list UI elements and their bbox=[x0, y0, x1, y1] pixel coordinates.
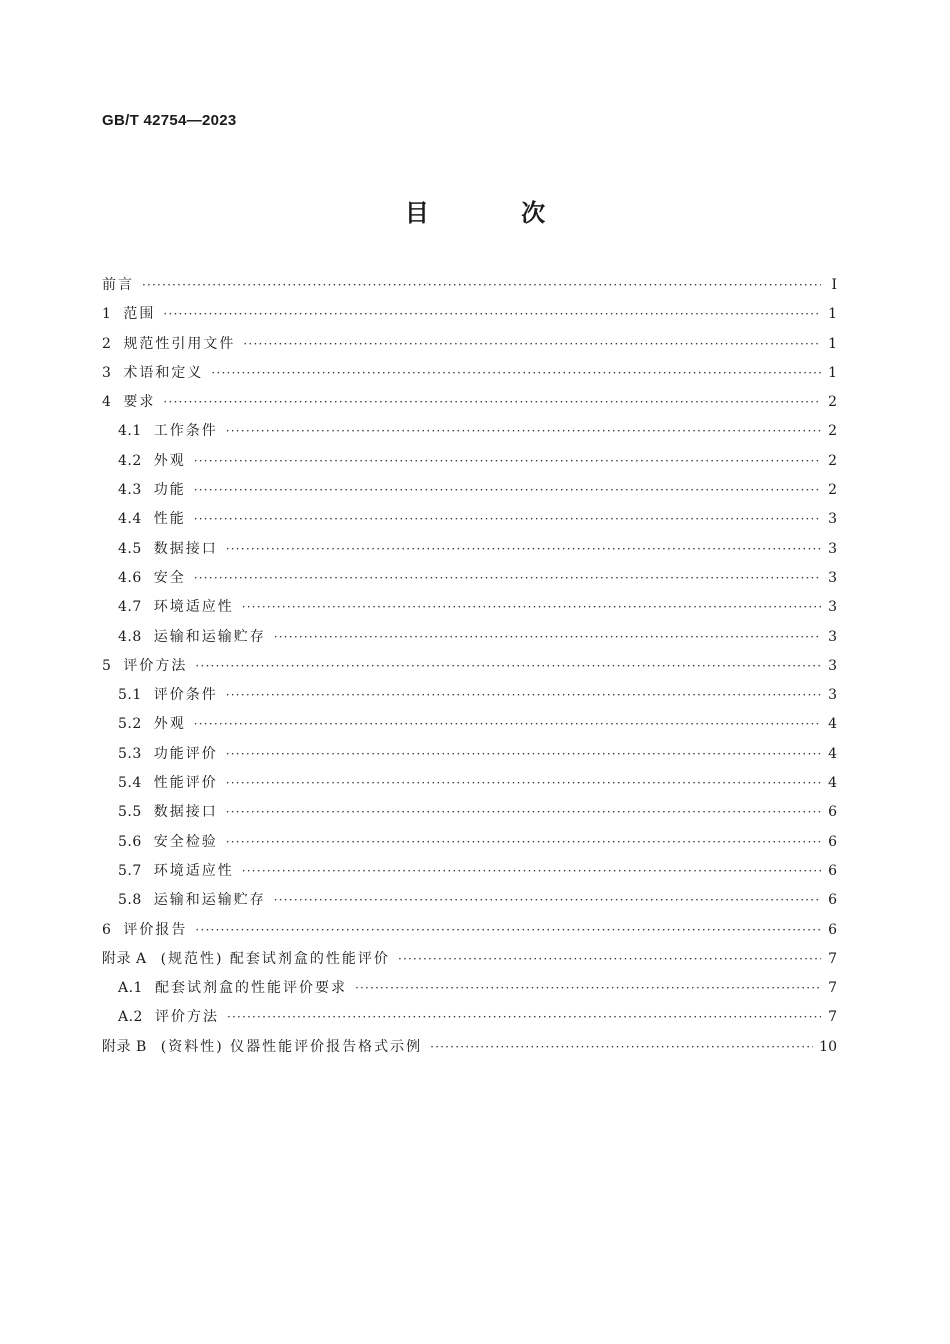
toc-entry[interactable] bbox=[102, 1033, 837, 1062]
toc-entry-page: 10 bbox=[819, 1038, 837, 1055]
toc-entry-number: 1 bbox=[102, 306, 112, 323]
toc-entry-page: 4 bbox=[828, 716, 837, 733]
toc-entry[interactable] bbox=[102, 945, 837, 974]
toc-leader-dots bbox=[194, 564, 821, 593]
toc-entry-page: 2 bbox=[828, 394, 837, 411]
toc-entry[interactable] bbox=[102, 359, 837, 388]
toc-leader-dots bbox=[195, 652, 821, 681]
toc-entry[interactable] bbox=[102, 623, 837, 652]
toc-entry[interactable] bbox=[102, 857, 837, 886]
toc-entry[interactable] bbox=[102, 564, 837, 593]
toc-entry-title: 外观 bbox=[153, 452, 186, 469]
toc-entry-number: 5.5 bbox=[118, 804, 142, 821]
toc-entry-number: 附录 B bbox=[102, 1038, 147, 1055]
toc-leader-dots bbox=[430, 1033, 813, 1062]
toc-entry-number: 5.4 bbox=[118, 775, 142, 792]
toc-leader-dots bbox=[226, 681, 821, 710]
toc-entry[interactable] bbox=[102, 447, 837, 476]
toc-entry-page: 3 bbox=[828, 569, 837, 586]
toc-entry-number: 4.7 bbox=[118, 599, 142, 616]
toc-entry-page: Ⅰ bbox=[831, 277, 837, 293]
toc-entry-title: 功能 bbox=[153, 482, 186, 499]
toc-leader-dots bbox=[227, 1003, 821, 1032]
toc-leader-dots bbox=[194, 476, 821, 505]
toc-entry-page: 7 bbox=[828, 1009, 837, 1026]
toc-entry-number: 4.8 bbox=[118, 628, 142, 645]
toc-entry-title: 安全检验 bbox=[153, 833, 218, 850]
toc-entry-title: 规范性引用文件 bbox=[123, 335, 236, 352]
toc-entry-number: 5.2 bbox=[118, 716, 142, 733]
toc-entry-title: 评价方法 bbox=[154, 1009, 219, 1026]
toc-entry-title: 术语和定义 bbox=[123, 364, 204, 381]
toc-entry-number: 附录 A bbox=[102, 950, 147, 967]
toc-entry-page: 3 bbox=[828, 540, 837, 557]
toc-leader-dots bbox=[242, 857, 821, 886]
toc-entry-number: A.1 bbox=[118, 980, 143, 997]
toc-entry-number: 5 bbox=[102, 657, 112, 674]
toc-entry[interactable] bbox=[102, 710, 837, 739]
toc-entry-title: 评价条件 bbox=[153, 687, 218, 704]
toc-leader-dots bbox=[142, 271, 821, 300]
toc-entry-page: 4 bbox=[828, 745, 837, 762]
toc-entry[interactable] bbox=[102, 535, 837, 564]
toc-entry[interactable] bbox=[102, 974, 837, 1003]
toc-entry-title: 安全 bbox=[153, 569, 186, 586]
toc-entry-title: 运输和运输贮存 bbox=[153, 892, 266, 909]
toc-entry[interactable] bbox=[102, 388, 837, 417]
toc-entry-number: 4.2 bbox=[118, 452, 142, 469]
toc-entry[interactable] bbox=[102, 330, 837, 359]
toc-entry-title: 运输和运输贮存 bbox=[153, 628, 266, 645]
toc-entry[interactable] bbox=[102, 681, 837, 710]
toc-entry[interactable] bbox=[102, 505, 837, 534]
standard-code: GB/T 42754—2023 bbox=[102, 112, 237, 129]
toc-entry-page: 3 bbox=[828, 599, 837, 616]
toc-entry-page: 6 bbox=[828, 862, 837, 879]
toc-leader-dots bbox=[163, 300, 821, 329]
toc-leader-dots bbox=[194, 447, 821, 476]
toc-entry-number: 5.8 bbox=[118, 892, 142, 909]
toc-entry-page: 4 bbox=[828, 775, 837, 792]
toc-leader-dots bbox=[355, 974, 821, 1003]
toc-entry-title: 范围 bbox=[123, 306, 156, 323]
toc-leader-dots bbox=[195, 916, 821, 945]
toc-entry[interactable] bbox=[102, 593, 837, 622]
toc-entry-number: 4.5 bbox=[118, 540, 142, 557]
toc-entry-title: 外观 bbox=[153, 716, 186, 733]
toc-entry-page: 3 bbox=[828, 628, 837, 645]
toc-entry[interactable] bbox=[102, 916, 837, 945]
toc-leader-dots bbox=[226, 417, 821, 446]
toc-entry-page: 3 bbox=[828, 511, 837, 528]
toc-entry-page: 3 bbox=[828, 687, 837, 704]
toc-entry-page: 2 bbox=[828, 423, 837, 440]
toc-entry-number: 5.3 bbox=[118, 745, 142, 762]
toc-leader-dots bbox=[194, 710, 821, 739]
toc-leader-dots bbox=[398, 945, 821, 974]
toc-leader-dots bbox=[226, 535, 821, 564]
toc-leader-dots bbox=[226, 828, 821, 857]
table-of-contents bbox=[102, 271, 837, 1062]
toc-entry-page: 2 bbox=[828, 452, 837, 469]
toc-entry-title: 工作条件 bbox=[153, 423, 218, 440]
toc-entry-page: 6 bbox=[828, 833, 837, 850]
toc-entry-page: 1 bbox=[828, 364, 837, 381]
toc-entry-title: 环境适应性 bbox=[153, 599, 234, 616]
toc-entry-title: 配套试剂盒的性能评价要求 bbox=[154, 980, 347, 997]
toc-entry[interactable] bbox=[102, 1003, 837, 1032]
toc-entry-title: 评价报告 bbox=[123, 921, 188, 938]
toc-leader-dots bbox=[226, 769, 821, 798]
toc-entry-number: 2 bbox=[102, 335, 112, 352]
toc-entry-number: 5.7 bbox=[118, 862, 142, 879]
toc-leader-dots bbox=[226, 740, 821, 769]
toc-entry[interactable] bbox=[102, 652, 837, 681]
toc-leader-dots bbox=[242, 593, 821, 622]
toc-entry[interactable] bbox=[102, 828, 837, 857]
toc-leader-dots bbox=[226, 798, 821, 827]
toc-leader-dots bbox=[274, 886, 821, 915]
toc-leader-dots bbox=[211, 359, 821, 388]
toc-entry-number: 6 bbox=[102, 921, 112, 938]
toc-entry[interactable] bbox=[102, 476, 837, 505]
toc-entry[interactable] bbox=[102, 886, 837, 915]
toc-entry[interactable] bbox=[102, 798, 837, 827]
toc-entry-page: 7 bbox=[828, 980, 837, 997]
toc-entry[interactable] bbox=[102, 271, 837, 300]
toc-entry-page: 6 bbox=[828, 892, 837, 909]
toc-entry-number: 4.3 bbox=[118, 482, 142, 499]
toc-entry-title: 前言 bbox=[102, 277, 134, 293]
toc-entry[interactable] bbox=[102, 300, 837, 329]
toc-entry[interactable] bbox=[102, 769, 837, 798]
toc-leader-dots bbox=[194, 505, 821, 534]
toc-entry-title: 数据接口 bbox=[153, 540, 218, 557]
toc-entry-title: (资料性) 仪器性能评价报告格式示例 bbox=[160, 1038, 423, 1055]
toc-entry-number: 4.6 bbox=[118, 569, 142, 586]
toc-entry-page: 2 bbox=[828, 482, 837, 499]
toc-entry[interactable] bbox=[102, 417, 837, 446]
toc-entry-number: 5.6 bbox=[118, 833, 142, 850]
toc-entry-title: 评价方法 bbox=[123, 657, 188, 674]
toc-leader-dots bbox=[243, 330, 821, 359]
toc-entry-title: 要求 bbox=[123, 394, 156, 411]
toc-entry-page: 7 bbox=[828, 950, 837, 967]
toc-entry-number: 3 bbox=[102, 364, 112, 381]
toc-entry-page: 1 bbox=[828, 306, 837, 323]
toc-entry-number: 5.1 bbox=[118, 687, 142, 704]
toc-entry-number: 4.1 bbox=[118, 423, 142, 440]
toc-entry-title: (规范性) 配套试剂盒的性能评价 bbox=[160, 950, 390, 967]
toc-entry-number: A.2 bbox=[118, 1009, 143, 1026]
toc-entry-page: 3 bbox=[828, 657, 837, 674]
toc-entry-page: 6 bbox=[828, 804, 837, 821]
toc-entry-title: 性能评价 bbox=[153, 775, 218, 792]
toc-entry-page: 1 bbox=[828, 335, 837, 352]
toc-entry-page: 6 bbox=[828, 921, 837, 938]
toc-entry-title: 功能评价 bbox=[153, 745, 218, 762]
toc-entry-title: 环境适应性 bbox=[153, 862, 234, 879]
toc-entry-title: 数据接口 bbox=[153, 804, 218, 821]
toc-leader-dots bbox=[274, 623, 821, 652]
toc-entry-number: 4.4 bbox=[118, 511, 142, 528]
page-title: 目 次 bbox=[404, 199, 588, 227]
toc-entry[interactable] bbox=[102, 740, 837, 769]
toc-leader-dots bbox=[163, 388, 821, 417]
toc-entry-number: 4 bbox=[102, 394, 112, 411]
toc-entry-title: 性能 bbox=[153, 511, 186, 528]
